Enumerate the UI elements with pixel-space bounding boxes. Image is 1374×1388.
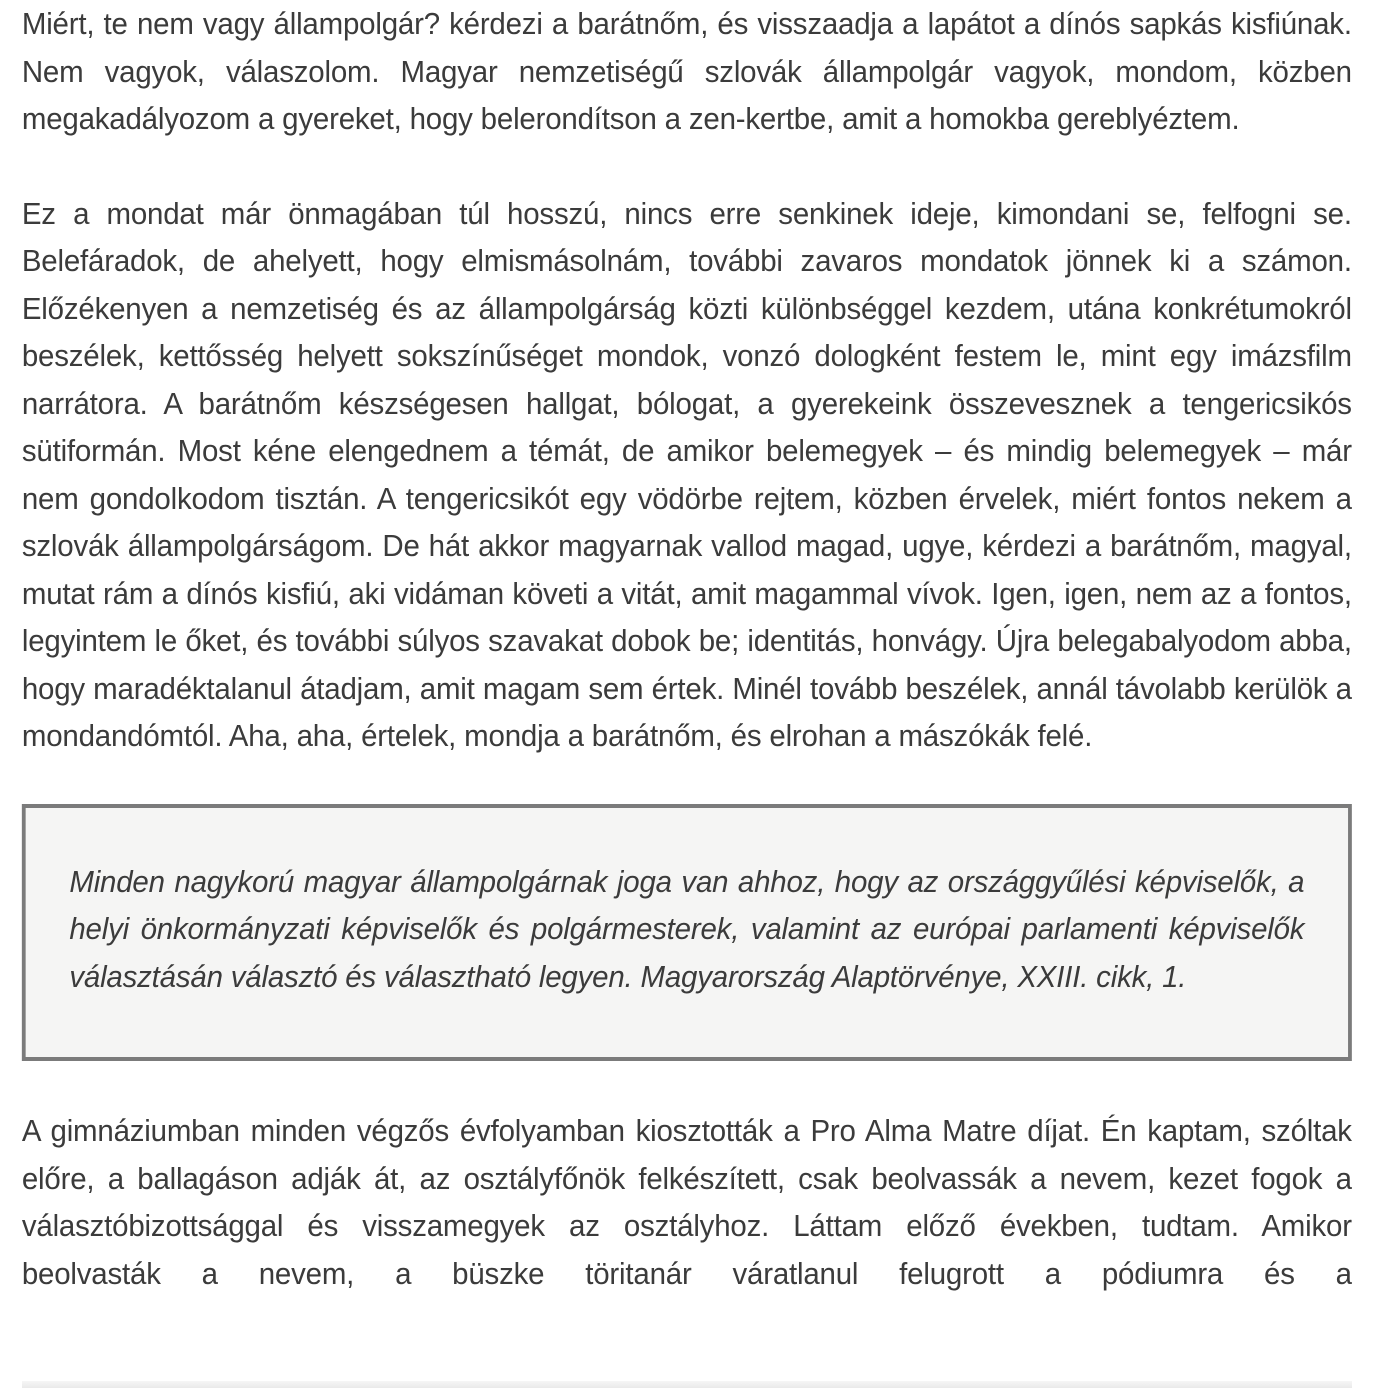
constitution-quote-text: Minden nagykorú magyar állampolgárnak joga van ahhoz, hogy az országgyűlési képviselők, a helyi önkormányzati képviselők és polgármesterek, valamint az európai parlamenti képviselők választásán választó és választható legyen. Magyarország Alaptörvénye, XXIII. cikk, 1.	[69, 863, 1305, 994]
paragraph-monologue: Ez a mondat már önmagában túl hosszú, nincs erre senkinek ideje, kimondani se, felfogni se. Belefáradok, de ahelyett, hogy elmismásolnám, további zavaros mondatok jönnek ki a számon. Előzékenyen a nemzetiség és az állampolgárság közti különbséggel kezdem, utána konkrétumokról beszélek, kettősség helyett sokszínűséget mondok, vonzó dologként festem le, mint egy imázsfilm narrátora. A barátnőm készségesen hallgat, bólogat, a gyerekeink összevesznek a tengericsikós sütiformán. Most kéne elengednem a témát, de amikor belemegyek – és mindig belemegyek – már nem gondolkodom tisztán. A tengericsikót egy vödörbe rejtem, közben érvelek, miért fontos nekem a szlovák állampolgárságom. De hát akkor magyarnak vallod magad, ugye, kérdezi a barátnőm, magyal, mutat rám a dínós kisfiú, aki vidáman követi a vitát, amit magammal vívok. Igen, igen, nem az a fontos, legyintem le őket, és további súlyos szavakat dobok be; identitás, honvágy. Újra belegabalyodom abba, hogy maradéktalanul átadjam, amit magam sem értek. Minél tovább beszélek, annál távolabb kerülök a mondandómtól. Aha, aha, értelek, mondja a barátnőm, és elrohan a mászókák felé.	[21, 195, 1352, 753]
paragraph-gimnazium: A gimnáziumban minden végzős évfolyamban kiosztották a Pro Alma Matre díjat. Én kaptam, szóltak előre, a ballagáson adják át, az osztályfőnök felkészített, csak beolvassák a nevem, kezet fogok a választóbizottsággal és visszamegyek az osztályhoz. Láttam előző években, tudtam. Amikor beolvasták a nevem, a büszke töritanár váratlanul felugrott a pódiumra és a	[21, 1113, 1352, 1291]
paragraph-intro: Miért, te nem vagy állampolgár? kérdezi a barátnőm, és visszaadja a lapátot a dínós sapkás kisfiúnak. Nem vagyok, válaszolom. Magyar nemzetiségű szlovák állampolgár vagyok, mondom, közben megakadályozom a gyereket, hogy belerondítson a zen-kertbe, amit a homokba gereblyéztem.	[21, 6, 1352, 136]
cropped-next-line	[22, 1381, 1352, 1388]
constitution-quote-box	[22, 804, 1352, 1062]
